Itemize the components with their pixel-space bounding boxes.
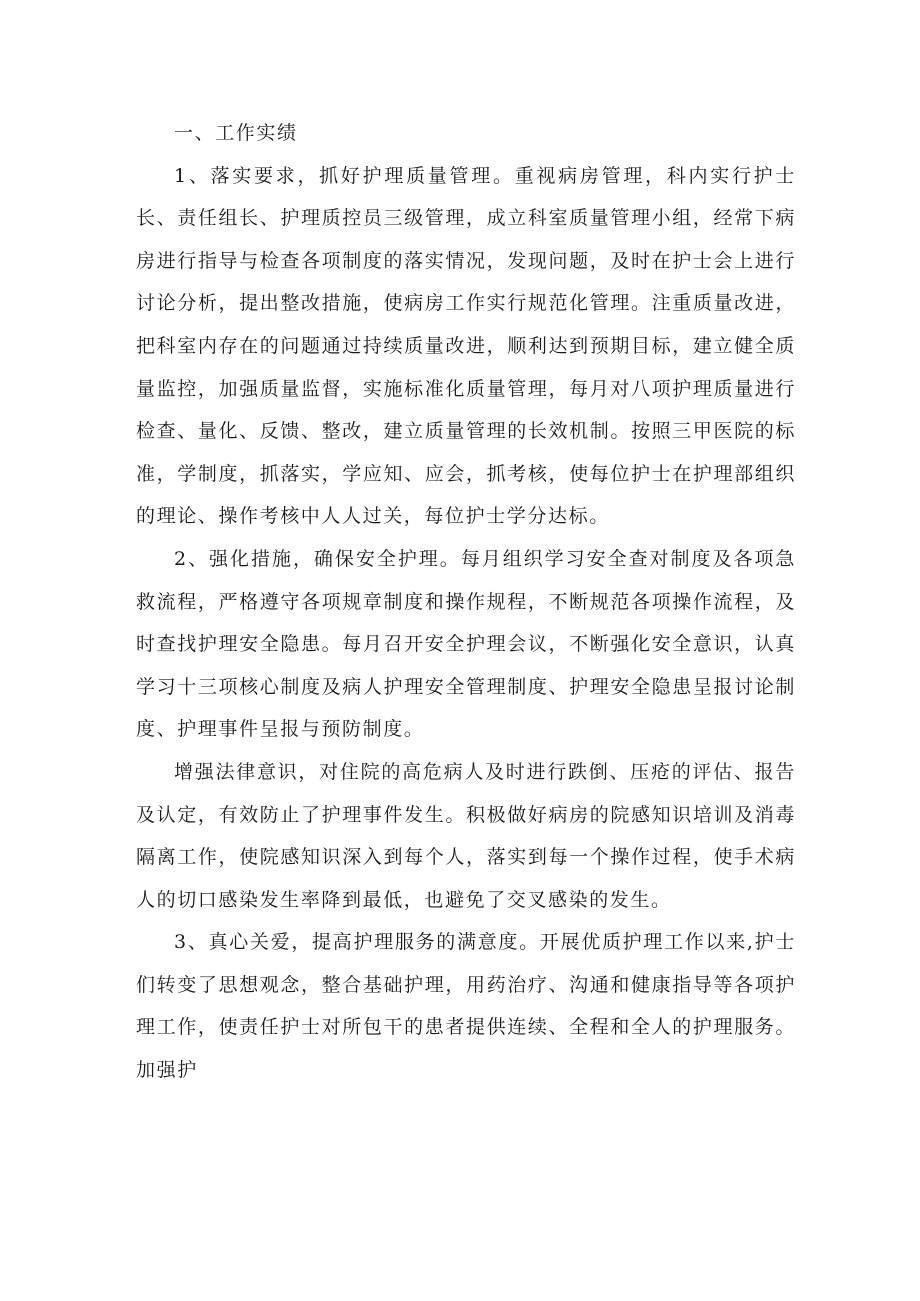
section-heading: 一、工作实绩 <box>174 122 298 144</box>
paragraph-legal-awareness: 增强法律意识，对住院的高危病人及时进行跌倒、压疮的评估、报告及认定，有效防止了护理事件发生。积极做好病房的院感知识培训及消毒隔离工作，使院感知识深入到每个人，落实到每一个操作过程，使手术病人的切口感染发生率降到最低，也避免了交叉感染的发生。 <box>136 760 796 911</box>
document-body <box>136 112 796 1092</box>
paragraph-safety-nursing: 2、强化措施，确保安全护理。每月组织学习安全查对制度及各项急救流程，严格遵守各项规章制度和操作规程，不断规范各项操作流程，及时查找护理安全隐患。每月召开安全护理会议，不断强化安全意识，认真学习十三项核心制度及病人护理安全管理制度、护理安全隐患呈报讨论制度、护理事件呈报与预防制度。 <box>136 547 796 741</box>
paragraph-quality-management: 1、落实要求，抓好护理质量管理。重视病房管理，科内实行护士长、责任组长、护理质控员三级管理，成立科室质量管理小组，经常下病房进行指导与检查各项制度的落实情况，发现问题，及时在护士会上进行讨论分析，提出整改措施，使病房工作实行规范化管理。注重质量改进，把科室内存在的问题通过持续质量改进，顺利达到预期目标，建立健全质量监控，加强质量监督，实施标准化质量管理，每月对八项护理质量进行检查、量化、反馈、整改，建立质量管理的长效机制。按照三甲医院的标准，学制度，抓落实，学应知、应会，抓考核，使每位护士在护理部组织的理论、操作考核中人人过关，每位护士学分达标。 <box>136 164 796 528</box>
paragraph-service-satisfaction: 3、真心关爱，提高护理服务的满意度。开展优质护理工作以来,护士们转变了思想观念，整合基础护理，用药治疗、沟通和健康指导等各项护理工作，使责任护士对所包干的患者提供连续、全程和全人的护理服务。加强护 <box>136 931 796 1082</box>
